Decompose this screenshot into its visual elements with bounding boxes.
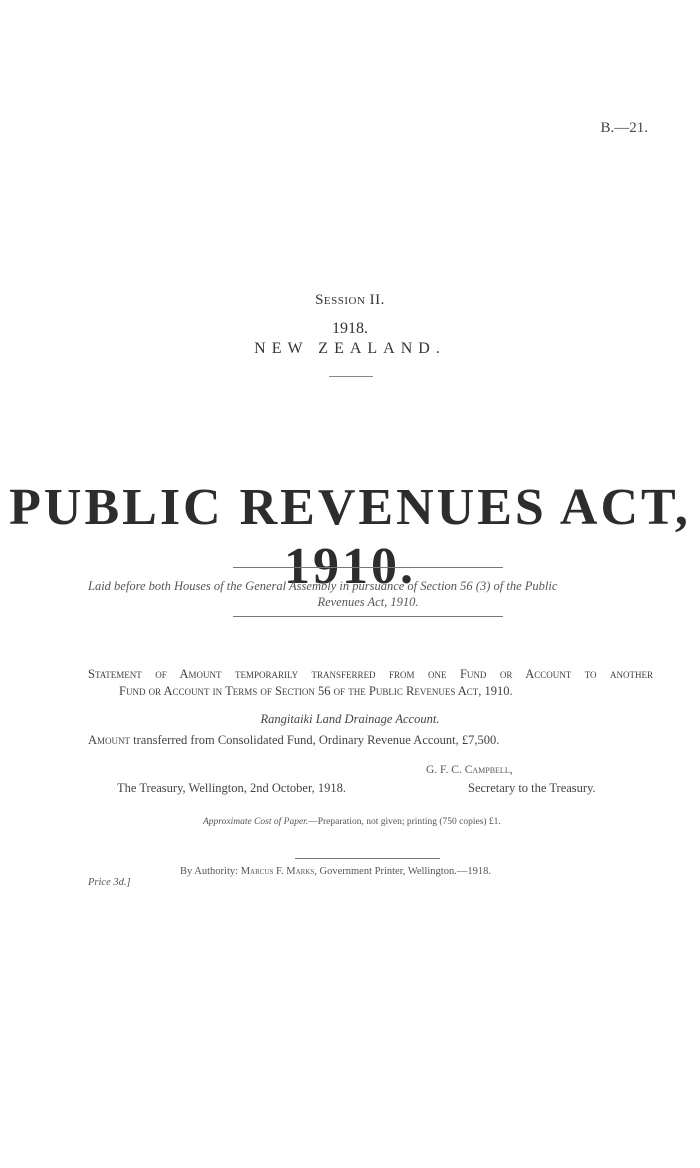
printer-prefix: By Authority: [180,866,241,877]
laid-before-line-2: Revenues Act, 1910. [317,595,419,609]
amount-text: transferred from Consolidated Fund, Ordinary Revenue Account, £7,500. [130,733,500,747]
divider [295,858,440,859]
signatory-name: G. F. C. Campbell, [426,764,513,776]
divider [329,376,373,377]
cost-note-text: —Preparation, not given; printing (750 copies) £1. [308,817,501,827]
country-name: NEW ZEALAND. [254,340,446,357]
amount-statement [88,733,499,748]
place-date: The Treasury, Wellington, 2nd October, 1918. [117,781,347,795]
cost-note-label: Approximate Cost of Paper. [203,817,309,827]
printer-suffix: Government Printer, Wellington.—1918. [316,866,491,877]
signatory-title: Secretary to the Treasury. [468,781,596,795]
statement-heading [88,666,653,700]
divider [233,567,503,568]
page-title: PUBLIC REVENUES ACT, 1910. [9,479,691,595]
statement-line-1: Statement of Amount temporarily transferred from one Fund or Account to another [88,667,653,681]
session-year: 1918. [332,320,368,337]
amount-lead: Amount [88,733,131,747]
document-reference: B.—21. [600,120,648,136]
printer-name: Marcus F. Marks, [240,866,317,877]
printer-imprint [180,866,491,877]
price-note: Price 3d.] [88,877,131,888]
account-name: Rangitaiki Land Drainage Account. [260,712,440,726]
cost-note [203,817,501,827]
divider [233,616,503,617]
laid-before-line-1: Laid before both Houses of the General Assembly in pursuance of Section 56 (3) of the Public [88,579,558,593]
statement-line-2: Fund or Account in Terms of Section 56 of the Public Revenues Act, 1910. [119,684,513,698]
laid-before-note [88,578,648,610]
session-label: Session II. [315,292,385,308]
